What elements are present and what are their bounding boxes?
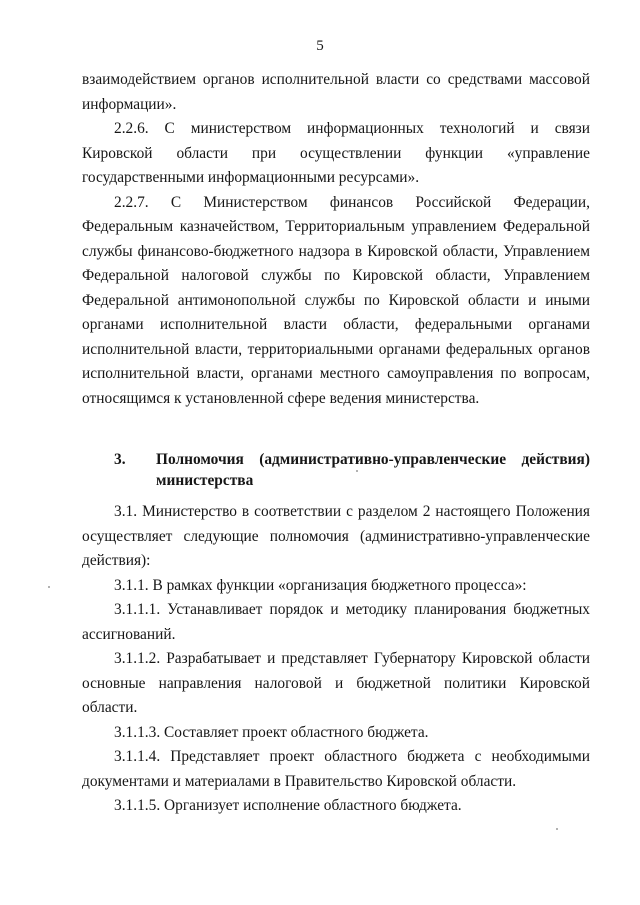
paragraph: 3.1.1.1. Устанавливает порядок и методику планирования бюджетных ассигнований. [82,601,590,643]
paragraph: взаимодействием органов исполнительной власти со средствами массовой информации». [82,71,590,113]
scan-speck [556,828,558,830]
paragraph: 3.1.1.5. Организует исполнение областного бюджета. [114,797,462,814]
paragraph: 3.1.1.3. Составляет проект областного бюджета. [114,723,429,741]
paragraph: 2.2.7. С Министерством финансов Российской Федерации, Федеральным казначейством, Территориальным управлением Федеральной службы финансово-бюджетного надзора в Кировской области, Управлением Федеральной налоговой службы по Кировской области, Управлением Федеральной антимонопольной службы по Кировской области и иными органами исполнительной власти области, федеральными органами исполнительной власти, территориальными органами федеральных органов исполнительной власти, органами местного самоуправления по вопросам, относящимся к установленной сфере ведения министерства. [82,193,590,407]
document-body [82,68,590,819]
paragraph: 2.2.6. С министерством информационных технологий и связи Кировской области при осуществлении функции «управление государственными информационными ресурсами». [82,120,590,186]
paragraph: 3.1. Министерство в соответствии с разделом 2 настоящего Положения осуществляет следующие полномочия (административно-управленческие действия): [82,503,590,569]
paragraph: 3.1.1.2. Разрабатывает и представляет Губернатору Кировской области основные направления налоговой и бюджетной политики Кировской области. [82,650,590,716]
paragraph: 3.1.1. В рамках функции «организация бюджетного процесса»: [114,576,527,594]
section-title: Полномочия (административно-управленческие действия) министерства [156,451,590,489]
scan-speck [356,470,358,472]
paragraph: 3.1.1.4. Представляет проект областного бюджета с необходимыми документами и материалами в Правительство Кировской области. [82,748,590,790]
section-number: 3. [114,451,126,468]
section-heading [82,449,590,491]
page-number: 5 [316,38,324,54]
scan-speck [48,586,50,588]
